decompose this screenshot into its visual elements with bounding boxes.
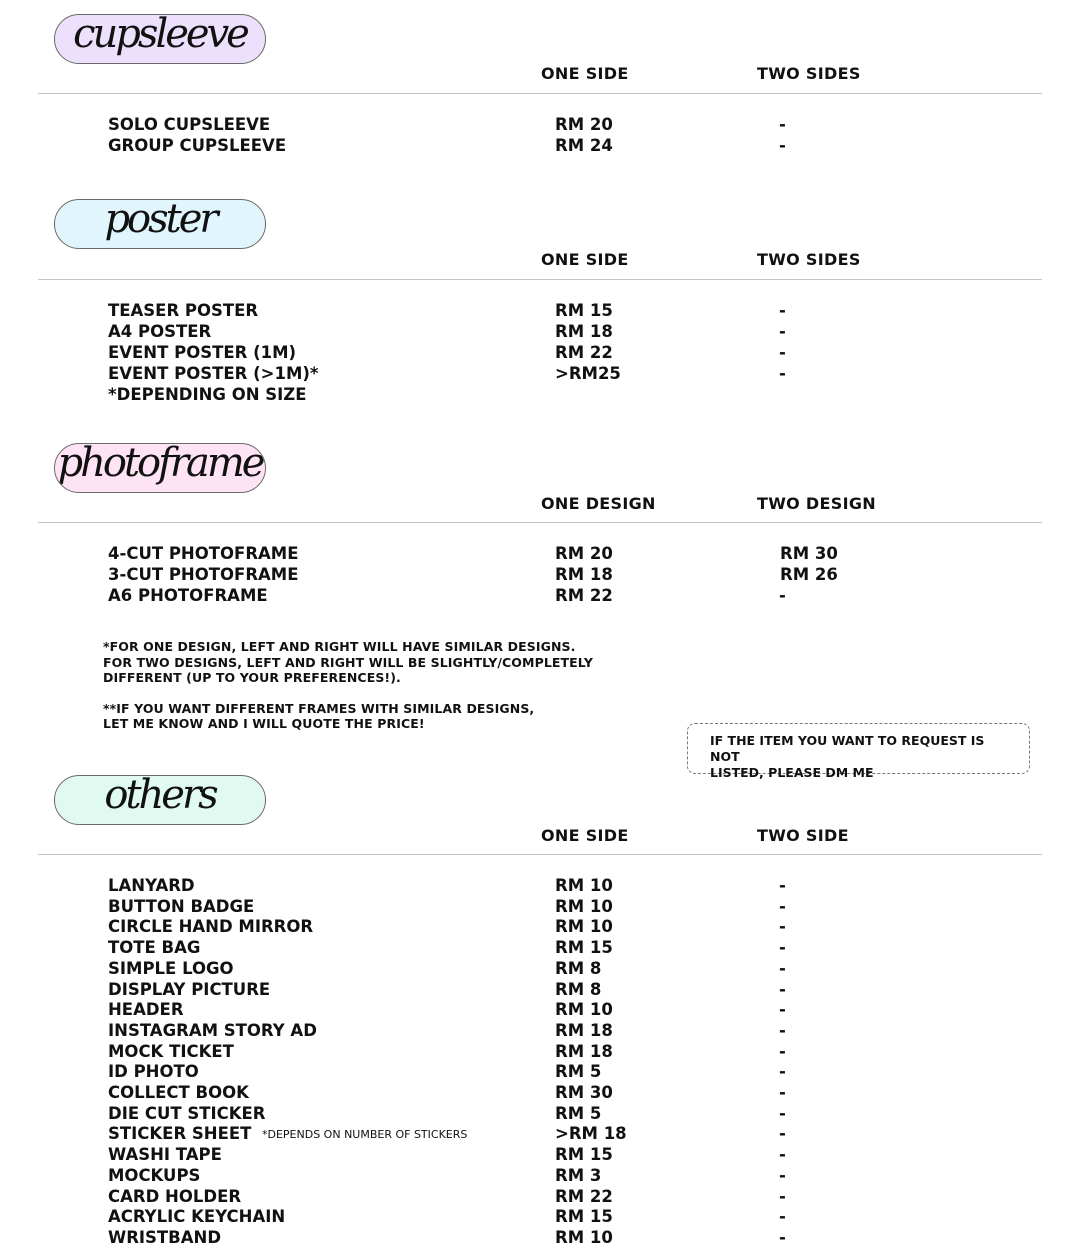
price-two: - (779, 938, 786, 957)
item-name: TOTE BAG (108, 938, 201, 957)
note-line: FOR TWO DESIGNS, LEFT AND RIGHT WILL BE SLIGHTLY/COMPLETELY (103, 654, 594, 670)
price-row (0, 937, 1080, 958)
price-two: - (779, 1207, 786, 1226)
item-name: INSTAGRAM STORY AD (108, 1021, 317, 1040)
column-header-one-side: ONE SIDE (541, 64, 629, 83)
price-one: RM 3 (555, 1166, 602, 1185)
item-name: MOCKUPS (108, 1166, 201, 1185)
price-row (0, 321, 1080, 342)
price-two: - (779, 876, 786, 895)
price-two: - (779, 364, 786, 383)
price-row (0, 1165, 1080, 1186)
item-name: EVENT POSTER (>1M)* (108, 364, 319, 383)
price-two: RM 26 (780, 565, 838, 584)
price-two: - (779, 1124, 786, 1143)
price-two: RM 30 (780, 544, 838, 563)
column-header-two-sides: TWO SIDES (757, 250, 861, 269)
price-two: - (779, 1187, 786, 1206)
item-name: A4 POSTER (108, 322, 212, 341)
price-one: RM 15 (555, 1207, 613, 1226)
price-row (0, 585, 1080, 606)
column-header-two-sides: TWO SIDES (757, 64, 861, 83)
price-one: RM 5 (555, 1104, 602, 1123)
price-two: - (779, 1166, 786, 1185)
price-row (0, 1103, 1080, 1124)
price-one: RM 15 (555, 938, 613, 957)
price-row (0, 1123, 1080, 1144)
section-divider (38, 279, 1042, 280)
section-title-others: others (104, 775, 216, 818)
item-name: STICKER SHEET (108, 1124, 252, 1143)
price-row (0, 999, 1080, 1020)
price-one: RM 18 (555, 565, 613, 584)
price-one: RM 18 (555, 322, 613, 341)
price-two: - (779, 980, 786, 999)
section-divider (38, 854, 1042, 855)
price-one: RM 10 (555, 917, 613, 936)
price-two: - (779, 301, 786, 320)
item-name: WASHI TAPE (108, 1145, 222, 1164)
price-two: - (779, 1104, 786, 1123)
item-name: HEADER (108, 1000, 184, 1019)
section-badge-poster (54, 199, 266, 249)
item-name: DISPLAY PICTURE (108, 980, 271, 999)
item-name: TEASER POSTER (108, 301, 259, 320)
price-two: - (779, 1062, 786, 1081)
price-two: - (779, 343, 786, 362)
price-two: - (779, 115, 786, 134)
price-one: RM 15 (555, 301, 613, 320)
item-name: LANYARD (108, 876, 195, 895)
note-line: **IF YOU WANT DIFFERENT FRAMES WITH SIMILAR DESIGNS, (103, 700, 535, 716)
price-two: - (779, 1228, 786, 1247)
column-header-two-side: TWO SIDE (757, 826, 849, 845)
item-name: WRISTBAND (108, 1228, 222, 1247)
price-one: RM 18 (555, 1021, 613, 1040)
price-one: RM 15 (555, 1145, 613, 1164)
item-name: *DEPENDING ON SIZE (108, 385, 307, 404)
price-row (0, 1061, 1080, 1082)
price-two: - (779, 1083, 786, 1102)
section-divider (38, 93, 1042, 94)
price-row (0, 1082, 1080, 1103)
section-title-cupsleeve: cupsleeve (73, 14, 247, 57)
price-row (0, 114, 1080, 135)
price-one: RM 10 (555, 1000, 613, 1019)
section-badge-photoframe (54, 443, 266, 493)
price-one: >RM 18 (555, 1124, 627, 1143)
column-header-one-side: ONE SIDE (541, 250, 629, 269)
price-two: - (779, 1042, 786, 1061)
item-name: 3-CUT PHOTOFRAME (108, 565, 299, 584)
item-name: DIE CUT STICKER (108, 1104, 266, 1123)
column-header-one-side: ONE SIDE (541, 826, 629, 845)
item-name: A6 PHOTOFRAME (108, 586, 268, 605)
item-name: CARD HOLDER (108, 1187, 242, 1206)
price-one: >RM25 (555, 364, 621, 383)
price-one: RM 24 (555, 136, 613, 155)
column-header-one-design: ONE DESIGN (541, 494, 656, 513)
price-row (0, 135, 1080, 156)
item-name: EVENT POSTER (1M) (108, 343, 297, 362)
note-line: DIFFERENT (UP TO YOUR PREFERENCES!). (103, 670, 401, 685)
price-one: RM 10 (555, 1228, 613, 1247)
photoframe-notes (103, 639, 593, 732)
item-name: 4-CUT PHOTOFRAME (108, 544, 299, 563)
price-one: RM 22 (555, 1187, 613, 1206)
price-row (0, 342, 1080, 363)
price-row (0, 300, 1080, 321)
price-row (0, 1206, 1080, 1227)
price-two: - (779, 322, 786, 341)
size-note (0, 384, 1080, 405)
price-one: RM 30 (555, 1083, 613, 1102)
note-line: *FOR ONE DESIGN, LEFT AND RIGHT WILL HAVE SIMILAR DESIGNS. (103, 639, 576, 654)
price-two: - (779, 959, 786, 978)
column-header-two-design: TWO DESIGN (757, 494, 876, 513)
section-divider (38, 522, 1042, 523)
note-line: LET ME KNOW AND I WILL QUOTE THE PRICE! (103, 716, 425, 731)
price-one: RM 22 (555, 343, 613, 362)
item-name: GROUP CUPSLEEVE (108, 136, 287, 155)
price-two: - (779, 917, 786, 936)
section-badge-others (54, 775, 266, 825)
price-one: RM 22 (555, 586, 613, 605)
item-name: MOCK TICKET (108, 1042, 234, 1061)
price-one: RM 18 (555, 1042, 613, 1061)
price-row (0, 1186, 1080, 1207)
item-name: SIMPLE LOGO (108, 959, 234, 978)
request-line: IF THE ITEM YOU WANT TO REQUEST IS NOT (710, 733, 985, 764)
price-two: - (779, 136, 786, 155)
price-two: - (779, 586, 786, 605)
price-one: RM 20 (555, 544, 613, 563)
price-row (0, 896, 1080, 917)
request-line: LISTED, PLEASE DM ME (710, 765, 874, 780)
price-one: RM 10 (555, 876, 613, 895)
section-badge-cupsleeve (54, 14, 266, 64)
price-one: RM 10 (555, 897, 613, 916)
price-two: - (779, 1145, 786, 1164)
item-name: BUTTON BADGE (108, 897, 255, 916)
price-row (0, 1144, 1080, 1165)
price-one: RM 20 (555, 115, 613, 134)
item-name: SOLO CUPSLEEVE (108, 115, 271, 134)
section-title-photoframe: photoframe (57, 443, 263, 486)
price-two: - (779, 1000, 786, 1019)
price-row (0, 543, 1080, 564)
price-one: RM 5 (555, 1062, 602, 1081)
item-name: CIRCLE HAND MIRROR (108, 917, 314, 936)
price-two: - (779, 897, 786, 916)
price-one: RM 8 (555, 959, 602, 978)
price-row (0, 1041, 1080, 1062)
price-row (0, 564, 1080, 585)
item-name: ACRYLIC KEYCHAIN (108, 1207, 286, 1226)
item-name: ID PHOTO (108, 1062, 199, 1081)
section-title-poster: poster (104, 199, 216, 242)
price-row (0, 363, 1080, 384)
price-row (0, 958, 1080, 979)
price-row (0, 916, 1080, 937)
price-row (0, 875, 1080, 896)
price-two: - (779, 1021, 786, 1040)
item-name: COLLECT BOOK (108, 1083, 249, 1102)
item-note: *DEPENDS ON NUMBER OF STICKERS (262, 1128, 468, 1141)
request-info-box (687, 723, 1030, 780)
price-one: RM 8 (555, 980, 602, 999)
price-row (0, 979, 1080, 1000)
price-row (0, 1020, 1080, 1041)
price-row (0, 1227, 1080, 1248)
